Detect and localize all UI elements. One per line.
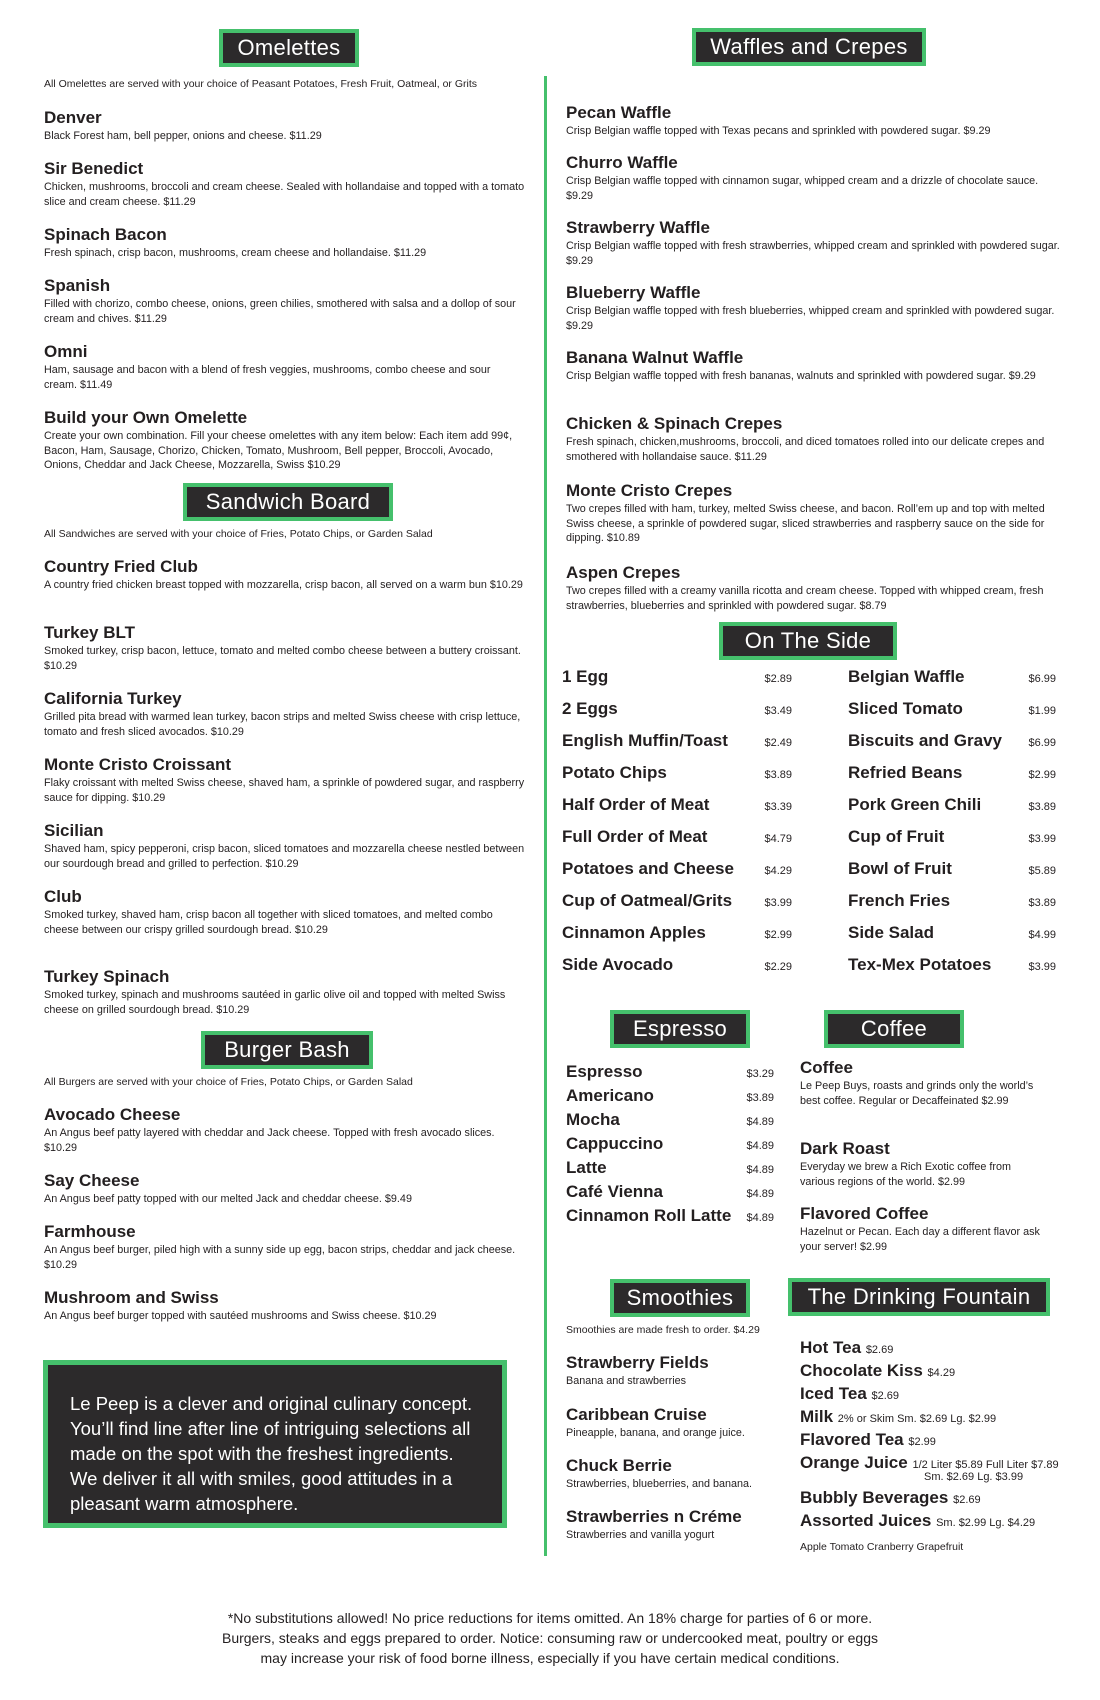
menu-item	[566, 218, 1060, 268]
item-desc: Crisp Belgian waffle topped with Texas pecans and sprinkled with powdered sugar. $9.29	[566, 125, 991, 137]
item-price: 1/2 Liter $5.89 Full Liter $7.89	[912, 1459, 1059, 1471]
item-price: $3.99	[1028, 961, 1056, 973]
footer-disclaimer	[0, 1608, 1100, 1668]
side-item	[848, 763, 1056, 783]
item-name: English Muffin/Toast	[562, 731, 728, 750]
item-name: Refried Beans	[848, 763, 963, 782]
item-desc: An Angus beef burger, piled high with a sunny side up egg, bacon strips, cheddar and jack cheese. $10.29	[44, 1244, 516, 1271]
menu-item	[566, 563, 1060, 613]
item-name: Belgian Waffle	[848, 667, 965, 686]
drink-item	[800, 1488, 981, 1508]
menu-item	[800, 1204, 1040, 1254]
drink-item	[800, 1453, 1059, 1473]
item-price: $2.69	[953, 1494, 981, 1506]
item-desc: An Angus beef patty layered with cheddar and Jack cheese. Topped with fresh avocado slices. $10.29	[44, 1127, 495, 1154]
item-name: Flavored Tea	[800, 1430, 904, 1449]
item-name: Sliced Tomato	[848, 699, 963, 718]
menu-item	[44, 887, 526, 937]
side-item	[562, 955, 792, 975]
item-desc: Strawberries, blueberries, and banana.	[566, 1478, 753, 1490]
item-name: Strawberries n Créme	[566, 1507, 742, 1526]
item-price: $3.39	[764, 801, 792, 813]
coffee-header: Coffee	[824, 1010, 964, 1048]
item-desc: Two crepes filled with ham, turkey, melted Swiss cheese, and bacon. Roll’em up and top with melted Swiss cheese, a sprinkle of powdered sugar, sliced strawberries and raspberry sauce on the side for dipping. $10.89	[566, 503, 1045, 544]
item-desc: Banana and strawberries	[566, 1375, 687, 1387]
item-name: Denver	[44, 108, 102, 127]
side-item	[562, 731, 792, 751]
item-desc: Fresh spinach, crisp bacon, mushrooms, cream cheese and hollandaise. $11.29	[44, 247, 427, 259]
item-desc: Crisp Belgian waffle topped with fresh bananas, walnuts and sprinkled with powdered sugar. $9.29	[566, 370, 1036, 382]
item-price: $2.49	[764, 737, 792, 749]
item-name: Chocolate Kiss	[800, 1361, 923, 1380]
item-desc: Strawberries and vanilla yogurt	[566, 1529, 715, 1541]
waffles-header: Waffles and Crepes	[692, 28, 926, 66]
item-desc: Smoked turkey, spinach and mushrooms sautéed in garlic olive oil and topped with melted Swiss cheese on grilled sourdough bread. $10.29	[44, 989, 506, 1016]
side-item	[848, 699, 1056, 719]
item-desc: An Angus beef burger topped with sautéed mushrooms and Swiss cheese. $10.29	[44, 1310, 437, 1322]
item-desc: Fresh spinach, chicken,mushrooms, broccoli, and diced tomatoes rolled into our delicate crepes and smothered with hollandaise sauce. $11.29	[566, 436, 1045, 463]
item-desc: Smoked turkey, crisp bacon, lettuce, tomato and melted combo cheese between a buttery croissant. $10.29	[44, 645, 521, 672]
menu-item	[44, 689, 526, 739]
item-name: Café Vienna	[566, 1182, 664, 1201]
item-price: $3.89	[746, 1092, 774, 1104]
item-desc: Hazelnut or Pecan. Each day a different flavor ask your server! $2.99	[800, 1226, 1040, 1253]
item-name: Potatoes and Cheese	[562, 859, 734, 878]
side-header: On The Side	[719, 622, 897, 660]
item-desc: Filled with chorizo, combo cheese, onions, green chilies, smothered with salsa and a dollop of sour cream and chives. $11.29	[44, 298, 516, 325]
side-item	[848, 827, 1056, 847]
item-price: $2.69	[871, 1390, 900, 1402]
item-name: Latte	[566, 1158, 607, 1177]
column-divider	[544, 76, 547, 1556]
item-price: $5.89	[1028, 865, 1056, 877]
item-price: $6.99	[1028, 737, 1056, 749]
espresso-item	[566, 1134, 774, 1154]
item-name: Bubbly Beverages	[800, 1488, 949, 1507]
item-desc: Create your own combination. Fill your cheese omelettes with any item below: Each item add 99¢, Bacon, Ham, Sausage, Chorizo, Chicken, Tomato, Mushroom, Bell pepper, Broccoli, Avocado, Onions, Cheddar and Jack Cheese, Mozzarella, Swiss $10.29	[44, 430, 513, 471]
item-name: Strawberry Waffle	[566, 218, 710, 237]
item-desc: Ham, sausage and bacon with a blend of fresh veggies, mushrooms, combo cheese and sour cream. $11.49	[44, 364, 491, 391]
about-box: Le Peep is a clever and original culinary concept. You’ll find line after line of intriguing selections all made on the spot with the freshest ingredients. We deliver it all with smiles, good attitudes in a pleasant warm atmosphere.	[43, 1360, 507, 1528]
menu-item	[44, 225, 526, 261]
item-name: Churro Waffle	[566, 153, 678, 172]
item-name: Coffee	[800, 1058, 853, 1077]
item-price: Sm. $2.99 Lg. $4.29	[936, 1517, 1036, 1529]
item-name: Caribbean Cruise	[566, 1405, 707, 1424]
item-name: Cinnamon Roll Latte	[566, 1206, 732, 1225]
item-name: Americano	[566, 1086, 654, 1105]
item-price: $3.99	[764, 897, 792, 909]
menu-item	[44, 159, 526, 209]
menu-item	[44, 1288, 526, 1324]
menu-item	[566, 1405, 786, 1441]
item-name: Sicilian	[44, 821, 104, 840]
espresso-item	[566, 1206, 774, 1226]
menu-item	[44, 1222, 526, 1272]
item-price: $3.89	[1028, 801, 1056, 813]
item-desc: Two crepes filled with a creamy vanilla ricotta and cream cheese. Topped with whipped cream, fresh strawberries, blueberries and sprinkled with powdered sugar. $8.79	[566, 585, 1044, 612]
side-item	[848, 955, 1056, 975]
menu-item	[44, 408, 526, 473]
item-price: $3.99	[1028, 833, 1056, 845]
item-name: Espresso	[566, 1062, 643, 1081]
item-name: Cappuccino	[566, 1134, 664, 1153]
side-item	[562, 667, 792, 687]
side-item	[562, 827, 792, 847]
drink-item	[800, 1361, 955, 1381]
item-name: Say Cheese	[44, 1171, 140, 1190]
item-price: $6.99	[1028, 673, 1056, 685]
drink-item	[800, 1511, 1035, 1531]
item-name: Club	[44, 887, 82, 906]
espresso-item	[566, 1110, 774, 1130]
item-name: Blueberry Waffle	[566, 283, 701, 302]
item-price: $4.89	[746, 1212, 774, 1224]
burger-header: Burger Bash	[201, 1031, 373, 1069]
smoothies-header: Smoothies	[610, 1279, 750, 1317]
burger-note: All Burgers are served with your choice of Fries, Potato Chips, or Garden Salad	[44, 1076, 413, 1088]
item-price: $4.29	[764, 865, 792, 877]
item-price: $2.29	[764, 961, 792, 973]
item-price: $2.99	[1028, 769, 1056, 781]
espresso-item	[566, 1158, 774, 1178]
menu-item	[800, 1139, 1040, 1189]
side-item	[562, 891, 792, 911]
menu-item	[566, 103, 1060, 139]
item-desc: Shaved ham, spicy pepperoni, crisp bacon, sliced tomatoes and mozzarella cheese nestled between our sourdough bread and grilled to perfection. $10.29	[44, 843, 525, 870]
item-name: Banana Walnut Waffle	[566, 348, 744, 367]
item-price: $4.89	[746, 1188, 774, 1200]
item-name: Sir Benedict	[44, 159, 144, 178]
item-name: Full Order of Meat	[562, 827, 708, 846]
side-item	[848, 731, 1056, 751]
item-price: $2.69	[865, 1344, 894, 1356]
item-price: $4.29	[927, 1367, 956, 1379]
espresso-item	[566, 1062, 774, 1082]
item-name: Chicken & Spinach Crepes	[566, 414, 783, 433]
menu-item	[566, 1507, 786, 1543]
item-desc: Smoked turkey, shaved ham, crisp bacon all together with sliced tomatoes, and melted combo cheese between our crispy grilled sourdough bread. $10.29	[44, 909, 493, 936]
item-desc: An Angus beef patty topped with our melted Jack and cheddar cheese. $9.49	[44, 1193, 412, 1205]
menu-item	[44, 276, 526, 326]
item-desc: Crisp Belgian waffle topped with fresh strawberries, whipped cream and sprinkled with powdered sugar. $9.29	[566, 240, 1060, 267]
item-desc: Black Forest ham, bell pepper, onions and cheese. $11.29	[44, 130, 322, 142]
item-name: Cup of Oatmeal/Grits	[562, 891, 733, 910]
drink-item	[800, 1338, 893, 1358]
espresso-header: Espresso	[610, 1010, 750, 1048]
item-name: Strawberry Fields	[566, 1353, 709, 1372]
item-name: Bowl of Fruit	[848, 859, 952, 878]
item-name: Hot Tea	[800, 1338, 862, 1357]
menu-item	[800, 1058, 1040, 1108]
item-desc: Crisp Belgian waffle topped with cinnamon sugar, whipped cream and a drizzle of chocolate sauce. $9.29	[566, 175, 1039, 202]
menu-item	[44, 623, 526, 673]
item-name: Spanish	[44, 276, 111, 295]
drink-extra: Sm. $2.69 Lg. $3.99	[924, 1471, 1024, 1483]
menu-item	[566, 153, 1060, 203]
side-item	[848, 859, 1056, 879]
item-name: California Turkey	[44, 689, 182, 708]
item-desc: Grilled pita bread with warmed lean turkey, bacon strips and melted Swiss cheese with crisp lettuce, tomato and fresh sliced avocados. $10.29	[44, 711, 521, 738]
item-price: $3.29	[746, 1068, 774, 1080]
menu-item	[566, 414, 1060, 464]
menu-item	[44, 1171, 526, 1207]
menu-item	[44, 557, 526, 593]
item-price: $3.89	[764, 769, 792, 781]
footer-line: *No substitutions allowed! No price reductions for items omitted. An 18% charge for parties of 6 or more.	[227, 1610, 873, 1626]
footer-line: Burgers, steaks and eggs prepared to order. Notice: consuming raw or undercooked meat, poultry or eggs	[221, 1630, 879, 1646]
item-name: Avocado Cheese	[44, 1105, 181, 1124]
side-item	[562, 859, 792, 879]
item-price: $2.99	[908, 1436, 936, 1448]
side-item	[562, 763, 792, 783]
menu-item	[44, 342, 526, 392]
item-name: Chuck Berrie	[566, 1456, 672, 1475]
menu-item	[44, 108, 526, 144]
item-name: Turkey BLT	[44, 623, 135, 642]
item-price: $4.89	[746, 1116, 774, 1128]
espresso-item	[566, 1086, 774, 1106]
item-name: Monte Cristo Crepes	[566, 481, 733, 500]
item-name: Omni	[44, 342, 88, 361]
footer-line: may increase your risk of food borne illness, especially if you have certain medical conditions.	[260, 1650, 840, 1666]
menu-item	[566, 283, 1060, 333]
item-price: $4.79	[764, 833, 792, 845]
omelettes-note: All Omelettes are served with your choice of Peasant Potatoes, Fresh Fruit, Oatmeal, or Grits	[44, 78, 478, 90]
side-item	[848, 667, 1056, 687]
item-price: $4.89	[746, 1140, 774, 1152]
menu-item	[44, 821, 526, 871]
item-name: 2 Eggs	[562, 699, 618, 718]
drink-item	[800, 1407, 996, 1427]
menu-item	[566, 1353, 786, 1389]
drink-item	[800, 1384, 899, 1404]
item-name: Potato Chips	[562, 763, 667, 782]
item-name: Dark Roast	[800, 1139, 890, 1158]
menu-item	[44, 967, 526, 1017]
menu-item	[566, 1456, 786, 1492]
item-desc: Everyday we brew a Rich Exotic coffee from various regions of the world. $2.99	[800, 1161, 1012, 1188]
item-price: $3.49	[764, 705, 792, 717]
item-name: Farmhouse	[44, 1222, 136, 1241]
item-name: Half Order of Meat	[562, 795, 710, 814]
menu-item	[44, 755, 526, 805]
item-name: Cinnamon Apples	[562, 923, 706, 942]
side-item	[562, 795, 792, 815]
side-item	[848, 891, 1056, 911]
item-desc: Flaky croissant with melted Swiss cheese, shaved ham, a sprinkle of powdered sugar, and raspberry sauce for dipping. $10.29	[44, 777, 525, 804]
item-name: Mushroom and Swiss	[44, 1288, 219, 1307]
item-name: French Fries	[848, 891, 951, 910]
omelettes-header: Omelettes	[219, 29, 359, 67]
sandwich-header: Sandwich Board	[183, 483, 393, 521]
item-desc: Le Peep Buys, roasts and grinds only the world’s best coffee. Regular or Decaffeinated $2.99	[800, 1080, 1034, 1107]
item-price: 2% or Skim Sm. $2.69 Lg. $2.99	[837, 1413, 997, 1425]
sandwich-note: All Sandwiches are served with your choice of Fries, Potato Chips, or Garden Salad	[44, 528, 433, 540]
item-name: Assorted Juices	[800, 1511, 932, 1530]
item-name: Spinach Bacon	[44, 225, 167, 244]
side-item	[848, 923, 1056, 943]
drink-item	[800, 1430, 936, 1450]
item-name: Build your Own Omelette	[44, 408, 248, 427]
item-name: Tex-Mex Potatoes	[848, 955, 992, 974]
item-price: $3.89	[1028, 897, 1056, 909]
item-price: $4.89	[746, 1164, 774, 1176]
side-item	[562, 923, 792, 943]
item-price: $2.99	[764, 929, 792, 941]
item-name: Biscuits and Gravy	[848, 731, 1003, 750]
item-name: Monte Cristo Croissant	[44, 755, 232, 774]
menu-item	[566, 348, 1060, 384]
item-name: Aspen Crepes	[566, 563, 681, 582]
item-name: Cup of Fruit	[848, 827, 945, 846]
item-name: Side Avocado	[562, 955, 674, 974]
item-name: Milk	[800, 1407, 834, 1426]
item-name: Side Salad	[848, 923, 934, 942]
side-item	[562, 699, 792, 719]
item-price: $2.89	[764, 673, 792, 685]
menu-item	[566, 481, 1060, 546]
item-name: Iced Tea	[800, 1384, 867, 1403]
smoothies-note: Smoothies are made fresh to order. $4.29	[566, 1324, 760, 1336]
item-desc: A country fried chicken breast topped with mozzarella, crisp bacon, all served on a warm bun $10.29	[44, 579, 523, 591]
fountain-header: The Drinking Fountain	[788, 1278, 1050, 1316]
item-desc: Crisp Belgian waffle topped with fresh blueberries, whipped cream and sprinkled with powdered sugar. $9.29	[566, 305, 1055, 332]
menu-item	[44, 1105, 526, 1155]
item-name: Mocha	[566, 1110, 620, 1129]
item-name: Turkey Spinach	[44, 967, 170, 986]
juice-flavors: Apple Tomato Cranberry Grapefruit	[800, 1541, 964, 1553]
espresso-item	[566, 1182, 774, 1202]
item-name: 1 Egg	[562, 667, 609, 686]
side-item	[848, 795, 1056, 815]
item-name: Pecan Waffle	[566, 103, 672, 122]
item-price: $1.99	[1028, 705, 1056, 717]
item-name: Country Fried Club	[44, 557, 198, 576]
item-desc: Chicken, mushrooms, broccoli and cream cheese. Sealed with hollandaise and topped with a tomato slice and cream cheese. $11.29	[44, 181, 525, 208]
item-name: Flavored Coffee	[800, 1204, 929, 1223]
item-price: $4.99	[1028, 929, 1056, 941]
item-name: Orange Juice	[800, 1453, 908, 1472]
item-desc: Pineapple, banana, and orange juice.	[566, 1427, 745, 1439]
item-name: Pork Green Chili	[848, 795, 982, 814]
